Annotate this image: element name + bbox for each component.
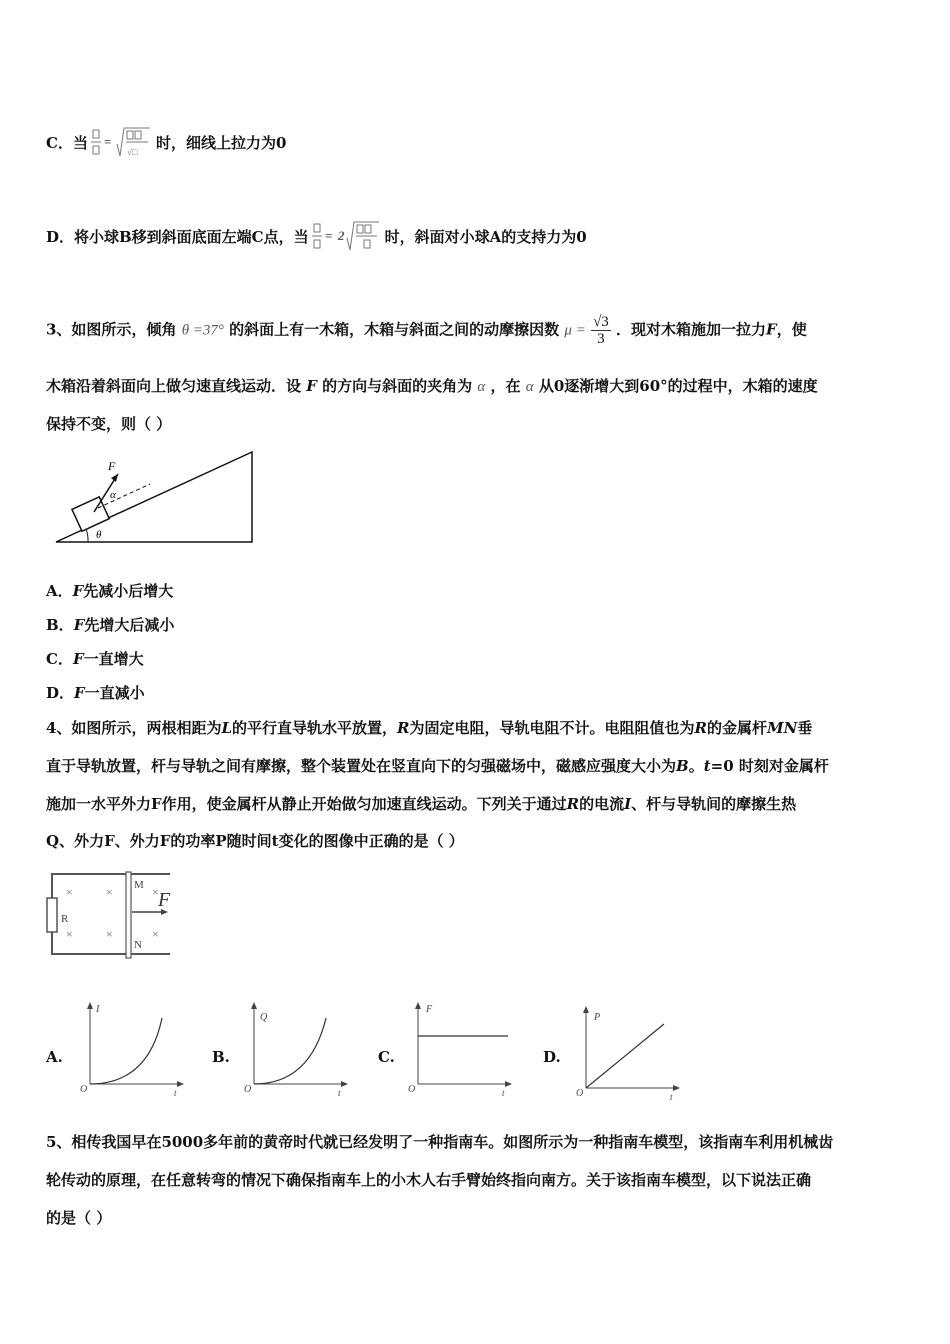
q4-I-symbol: I	[624, 795, 632, 813]
incline-reference-dashed	[98, 484, 150, 508]
metal-rod	[126, 872, 131, 958]
svg-text:×: ×	[152, 927, 159, 941]
q4-R-symbol-2: R	[694, 719, 707, 737]
q2-option-d-formula	[311, 220, 383, 256]
q4-stem-line3	[46, 794, 796, 814]
q3-fig-F-label: F	[108, 459, 116, 473]
q4-circuit-figure	[44, 870, 184, 960]
q4-stem-line1	[46, 718, 812, 738]
q3-option-b-F: F	[73, 616, 85, 634]
q3-option-a-text: 先减小后增大	[83, 582, 174, 600]
force-arrowhead	[111, 474, 118, 482]
q5-stem-line3: 的是（ ）	[46, 1209, 112, 1227]
q3-stem-line2	[46, 376, 818, 397]
q3-F-symbol-2: F	[306, 377, 317, 395]
q3-option-d-key: D．	[46, 684, 75, 702]
q3-alpha-symbol: α	[477, 379, 486, 395]
q3-option-d	[46, 683, 145, 703]
q3-line2-d: 从0逐渐增大到60°的过程中，木箱的速度	[538, 377, 818, 395]
q2-option-c	[46, 126, 286, 162]
q3-stem-text-4: ，使	[776, 320, 807, 339]
q3-option-b	[46, 615, 174, 635]
q3-fig-theta-label: θ	[96, 529, 102, 541]
svg-text:×: ×	[66, 927, 73, 941]
q4-graph-b-key: B.	[212, 1048, 230, 1066]
q2-option-d	[46, 220, 587, 256]
q4-L-symbol: L	[221, 719, 232, 737]
svg-text:2: 2	[337, 228, 345, 243]
q3-line2-b: 的方向与斜面的夹角为	[322, 377, 473, 395]
q4-l1-e: 垂	[797, 719, 813, 737]
q3-mu-numerator: √3	[593, 314, 609, 330]
svg-text:×: ×	[106, 927, 113, 941]
q4-MN-symbol: MN	[766, 719, 798, 737]
graph-d-line	[586, 1024, 664, 1088]
svg-text:×: ×	[66, 885, 73, 899]
svg-text:=: =	[324, 228, 333, 243]
q3-line2-c: ，在	[490, 377, 521, 395]
q4-stem-line4: Q、外力F、外力F的功率P随时间t变化的图像中正确的是（ ）	[46, 832, 464, 850]
q3-stem-text-3: ．现对木箱施加一拉力	[616, 320, 767, 339]
svg-text:×: ×	[106, 885, 113, 899]
q4-l2-b: 。	[688, 757, 704, 775]
theta-arc	[86, 529, 88, 542]
q5-stem-line1: 5、相传我国早在5000多年前的黄帝时代就已经发明了一种指南车。如图所示为一种指南车模型，该指南车利用机械齿	[46, 1133, 834, 1151]
q4-fig-M-label: M	[134, 879, 144, 891]
svg-text:√□: √□	[126, 147, 138, 157]
q4-graph-d	[574, 1004, 684, 1100]
q3-line2-a: 木箱沿着斜面向上做匀速直线运动．设	[46, 377, 302, 395]
wooden-box	[72, 497, 109, 531]
q4-R-symbol-3: R	[566, 795, 580, 813]
graph-b-ylabel: Q	[260, 1012, 268, 1023]
q3-option-b-text: 先增大后减小	[84, 616, 175, 634]
q2-option-d-prefix: D．将小球B移到斜面底面左端C点，当	[46, 228, 309, 246]
q3-option-a	[46, 581, 173, 601]
q3-option-c-key: C．	[46, 650, 73, 668]
q3-option-c-text: 一直增大	[83, 650, 144, 668]
q4-l1-d: 的金属杆	[706, 719, 767, 737]
q4-B-symbol: B	[676, 757, 689, 775]
q4-graph-a-key: A.	[46, 1048, 63, 1066]
q4-graph-d-key: D.	[543, 1048, 561, 1066]
svg-text:=: =	[103, 134, 112, 149]
q4-l3-b: 的电流	[579, 795, 625, 813]
q3-stem-text-2: 的斜面上有一木箱，木箱与斜面之间的动摩擦因数	[229, 320, 560, 339]
q3-stem-text: 3、如图所示，倾角	[46, 320, 177, 339]
graph-b-curve	[254, 1018, 326, 1084]
q4-l3-a: 施加一水平外力F作用，使金属杆从静止开始做匀加速直线运动。下列关于通过	[46, 795, 567, 813]
q4-graph-a	[78, 1000, 188, 1096]
graph-b-xlabel: t	[338, 1088, 341, 1096]
q3-mu: μ =	[564, 322, 586, 339]
q3-alpha-symbol-2: α	[525, 379, 534, 395]
q3-stem-line3: 保持不变，则（ ）	[46, 415, 172, 433]
q3-incline-figure	[50, 450, 260, 550]
q2-option-c-suffix: 时，细线上拉力为0	[155, 134, 287, 152]
q4-fig-F-label: F	[158, 889, 171, 911]
q3-option-c	[46, 649, 144, 669]
q4-l2-c: =0 时刻对金属杆	[710, 757, 829, 775]
graph-d-origin: O	[576, 1088, 584, 1099]
q4-fig-N-label: N	[134, 939, 142, 951]
graph-a-xlabel: t	[174, 1088, 177, 1096]
q4-graph-b	[242, 1000, 352, 1096]
graph-c-ylabel: F	[426, 1004, 433, 1015]
q3-stem-line1	[46, 314, 807, 347]
q4-stem-line2	[46, 756, 829, 776]
q4-l3-c: 、杆与导轨间的摩擦生热	[631, 795, 797, 813]
q4-R-symbol: R	[397, 719, 410, 737]
q3-option-a-key: A．	[46, 582, 73, 600]
q4-l2-a: 直于导轨放置，杆与导轨之间有摩擦，整个装置处在竖直向下的匀强磁场中，磁感应强度大小为	[46, 757, 677, 775]
q4-t-symbol: t	[703, 757, 711, 775]
q3-F-symbol: F	[766, 320, 777, 339]
q5-stem-line2: 轮传动的原理，在任意转弯的情况下确保指南车上的小木人右手臂始终指向南方。关于该指南车模型，以下说法正确	[46, 1171, 812, 1189]
graph-b-origin: O	[244, 1084, 252, 1095]
q4-graph-c	[406, 1000, 516, 1096]
graph-a-ylabel: I	[96, 1004, 100, 1015]
magnetic-field-crosses	[66, 885, 159, 941]
q2-option-c-prefix: C．当	[46, 134, 88, 152]
q4-l1-a: 4、如图所示，两根相距为	[46, 719, 222, 737]
q3-mu-denominator: 3	[597, 331, 605, 347]
q4-graph-c-key: C.	[378, 1048, 395, 1066]
q2-option-d-suffix: 时，斜面对小球A的支持力为0	[384, 228, 587, 246]
resistor-symbol	[47, 898, 57, 932]
q3-option-c-F: F	[72, 650, 84, 668]
q3-option-a-F: F	[72, 582, 84, 600]
q3-mu-fraction	[591, 314, 611, 347]
q3-fig-alpha-label: α	[110, 489, 116, 501]
q4-fig-R-label: R	[61, 913, 69, 925]
q4-l1-c: 为固定电阻，导轨电阻不计。电阻阻值也为	[409, 719, 695, 737]
graph-c-xlabel: t	[502, 1088, 505, 1096]
q3-option-d-text: 一直减小	[84, 684, 145, 702]
q3-theta-expr: θ =37°	[181, 322, 224, 339]
graph-c-origin: O	[408, 1084, 416, 1095]
q4-l1-b: 的平行直导轨水平放置，	[232, 719, 398, 737]
q2-option-c-formula	[90, 126, 154, 162]
graph-d-ylabel: P	[594, 1012, 601, 1023]
graph-d-xlabel: t	[670, 1092, 673, 1100]
graph-a-curve	[90, 1018, 162, 1084]
graph-a-origin: O	[80, 1084, 88, 1095]
q3-option-d-F: F	[74, 684, 85, 702]
svg-text:×: ×	[152, 885, 159, 899]
q3-option-b-key: B．	[46, 616, 74, 634]
